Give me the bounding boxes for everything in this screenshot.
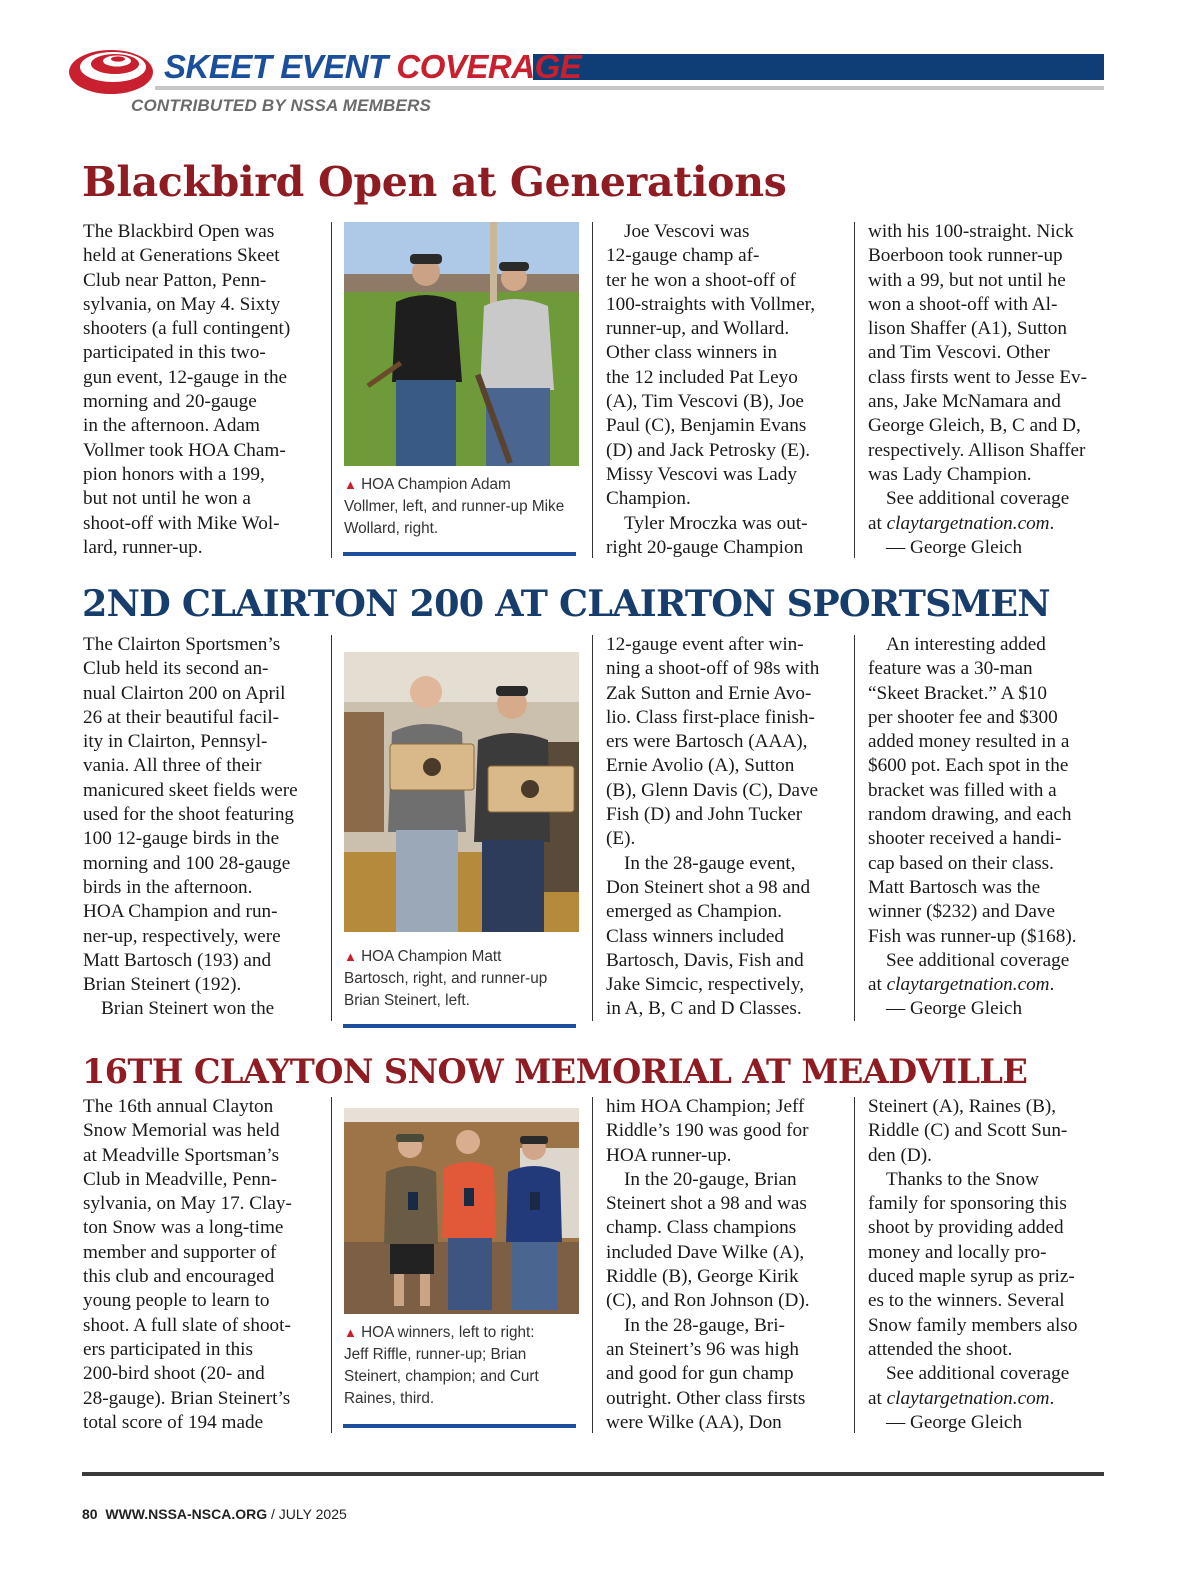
byline: — George Gleich — [886, 536, 1023, 558]
text-line: Missy Vescovi was Lady — [606, 463, 797, 485]
text-line: family for sponsoring this — [868, 1193, 1067, 1215]
text-line: shooters (a full contingent) — [83, 318, 291, 340]
caption-triangle-icon: ▲ — [344, 1325, 357, 1340]
article-3-col3 — [606, 1095, 844, 1435]
caption-line: ▲ HOA winners, left to right: — [344, 1324, 535, 1341]
text-line: participated in this two- — [83, 342, 266, 364]
text-line: See additional coverage — [886, 1363, 1070, 1385]
website-reference: claytargetnation.com — [886, 512, 1050, 534]
caption-underline — [343, 1424, 576, 1428]
text-line: young people to learn to — [83, 1290, 270, 1312]
text-line: George Gleich, B, C and D, — [868, 415, 1081, 437]
section-subtitle: CONTRIBUTED BY NSSA MEMBERS — [131, 96, 432, 115]
text-line: ers were Bartosch (AAA), — [606, 731, 808, 753]
text-line: the 12 included Pat Leyo — [606, 366, 798, 388]
text-line: ner-up, respectively, were — [83, 925, 281, 947]
caption-line: ▲ HOA Champion Matt — [344, 948, 502, 965]
section-title-part1: SKEET EVENT — [164, 48, 388, 85]
text-line: Bartosch, Davis, Fish and — [606, 949, 804, 971]
text-line: An interesting added — [886, 634, 1046, 655]
text-line: in the afternoon. Adam — [83, 415, 260, 437]
text-line: pion honors with a 199, — [83, 463, 265, 485]
text-line: shooter received a handi- — [868, 828, 1062, 850]
text-line: See additional coverage — [886, 488, 1070, 510]
text-line: morning and 100 28-gauge — [83, 852, 291, 874]
text-line: Brian Steinert won the — [101, 998, 275, 1020]
text-line: duced maple syrup as priz- — [868, 1266, 1075, 1288]
text-line: money and locally pro- — [868, 1241, 1047, 1263]
column-divider — [592, 1097, 593, 1433]
text-line: ity in Clairton, Pennsyl- — [83, 731, 268, 753]
website-reference: claytargetnation.com — [886, 1387, 1050, 1409]
text-line: at claytargetnation.com. — [868, 512, 1055, 534]
article-2-caption — [344, 946, 580, 1012]
text-line: an Steinert’s 96 was high — [606, 1338, 799, 1360]
text-line: “Skeet Bracket.” A $10 — [868, 682, 1048, 704]
caption-line: Steinert, champion; and Curt — [344, 1368, 539, 1385]
header-bar — [533, 54, 1104, 80]
text-line: ning a shoot-off of 98s with — [606, 658, 820, 680]
text-line: Riddle (C) and Scott Sun- — [868, 1120, 1068, 1142]
text-line: Paul (C), Benjamin Evans — [606, 415, 807, 437]
text-line: 26 at their beautiful facil- — [83, 706, 280, 728]
text-line: Tyler Mroczka was out- — [624, 512, 808, 534]
text-line: member and supporter of — [83, 1241, 277, 1263]
caption-line: ▲ HOA Champion Adam — [344, 476, 511, 493]
article-3-col4 — [868, 1095, 1108, 1435]
text-line: Ernie Avolio (A), Sutton — [606, 755, 795, 777]
text-line: Matt Bartosch was the — [868, 876, 1041, 898]
caption-underline — [343, 1024, 576, 1028]
text-line: 100-straights with Vollmer, — [606, 293, 816, 315]
article-1-headline: Blackbird Open at Generations — [82, 158, 787, 206]
text-line: sylvania, on May 4. Sixty — [83, 293, 281, 315]
text-line: shoot by providing added — [868, 1217, 1064, 1239]
text-line: HOA runner-up. — [606, 1144, 732, 1166]
text-line: Zak Sutton and Ernie Avo- — [606, 682, 812, 704]
text-line: (E). — [606, 828, 636, 850]
text-line: Fish (D) and John Tucker — [606, 804, 803, 826]
text-line: Don Steinert shot a 98 and — [606, 876, 811, 898]
section-title-part2: COVERAGE — [396, 48, 582, 85]
text-line: In the 28-gauge, Bri- — [624, 1314, 785, 1336]
caption-line: Wollard, right. — [344, 520, 439, 537]
text-line: nual Clairton 200 on April — [83, 682, 286, 704]
text-line: champ. Class champions — [606, 1217, 797, 1239]
header-rule — [155, 86, 1104, 90]
text-line: es to the winners. Several — [868, 1290, 1065, 1312]
caption-line: Bartosch, right, and runner-up — [344, 970, 548, 987]
nssa-logo-icon — [66, 40, 156, 102]
text-line: outright. Other class firsts — [606, 1387, 806, 1409]
caption-triangle-icon: ▲ — [344, 477, 357, 492]
text-line: 28-gauge). Brian Steinert’s — [83, 1387, 291, 1409]
text-line: shoot-off with Mike Wol- — [83, 512, 280, 534]
text-line: ans, Jake McNamara and — [868, 391, 1061, 413]
text-line: In the 20-gauge, Brian — [624, 1168, 797, 1190]
text-line: Joe Vescovi was — [624, 221, 750, 242]
text-line: added money resulted in a — [868, 731, 1070, 753]
article-2-col1 — [83, 633, 323, 1022]
text-line: Jake Simcic, respectively, — [606, 974, 805, 996]
text-line: gun event, 12-gauge in the — [83, 366, 288, 388]
text-line: feature was a 30-man — [868, 658, 1033, 680]
text-line: lio. Class first-place finish- — [606, 706, 815, 728]
text-line: Riddle (B), George Kirik — [606, 1266, 799, 1288]
article-2-col3 — [606, 633, 844, 1022]
text-line: in A, B, C and D Classes. — [606, 998, 802, 1020]
text-line: The Clairton Sportsmen’s — [83, 634, 281, 655]
text-line: The 16th annual Clayton — [83, 1096, 274, 1117]
article-1-col4 — [868, 220, 1108, 560]
caption-line: Brian Steinert, left. — [344, 992, 470, 1009]
text-line: at claytargetnation.com. — [868, 974, 1055, 996]
text-line: and good for gun champ — [606, 1363, 794, 1385]
caption-line: Jeff Riffle, runner-up; Brian — [344, 1346, 527, 1363]
text-line: Club in Meadville, Penn- — [83, 1168, 277, 1190]
text-line: Thanks to the Snow — [886, 1168, 1039, 1190]
article-2-photo — [344, 652, 579, 932]
text-line: birds in the afternoon. — [83, 876, 253, 898]
article-3-photo — [344, 1108, 579, 1314]
text-line: Snow Memorial was held — [83, 1120, 280, 1142]
page-number: 80 — [82, 1506, 98, 1522]
text-line: bracket was filled with a — [868, 779, 1057, 801]
text-line: included Dave Wilke (A), — [606, 1241, 805, 1263]
caption-triangle-icon: ▲ — [344, 949, 357, 964]
column-divider — [331, 1097, 332, 1433]
text-line: with a 99, but not until he — [868, 269, 1066, 291]
text-line: per shooter fee and $300 — [868, 706, 1058, 728]
text-line: Boerboon took runner-up — [868, 245, 1063, 267]
text-line: Vollmer took HOA Cham- — [83, 439, 286, 461]
text-line: held at Generations Skeet — [83, 245, 280, 267]
text-line: ton Snow was a long-time — [83, 1217, 284, 1239]
text-line: (C), and Ron Johnson (D). — [606, 1290, 810, 1312]
text-line: See additional coverage — [886, 949, 1070, 971]
text-line: were Wilke (AA), Don — [606, 1411, 782, 1433]
article-1-col1 — [83, 220, 323, 560]
text-line: Brian Steinert (192). — [83, 974, 242, 996]
text-line: Other class winners in — [606, 342, 778, 364]
footer-date: JULY 2025 — [278, 1506, 347, 1522]
text-line: manicured skeet fields were — [83, 779, 298, 801]
text-line: but not until he won a — [83, 488, 251, 510]
text-line: shoot. A full slate of shoot- — [83, 1314, 291, 1336]
text-line: won a shoot-off with Al- — [868, 293, 1058, 315]
article-1-col3 — [606, 220, 844, 560]
text-line: den (D). — [868, 1144, 932, 1166]
text-line: used for the shoot featuring — [83, 804, 295, 826]
text-line: Matt Bartosch (193) and — [83, 949, 272, 971]
text-line: total score of 194 made — [83, 1411, 264, 1433]
caption-underline — [343, 552, 576, 556]
column-divider — [854, 1097, 855, 1433]
text-line: Champion. — [606, 488, 691, 510]
text-line: respectively. Allison Shaffer — [868, 439, 1086, 461]
text-line: sylvania, on May 17. Clay- — [83, 1193, 292, 1215]
text-line: and Tim Vescovi. Other — [868, 342, 1050, 364]
text-line: The Blackbird Open was — [83, 221, 275, 242]
text-line: Steinert shot a 98 and was — [606, 1193, 807, 1215]
text-line: Club near Patton, Penn- — [83, 269, 267, 291]
text-line: vania. All three of their — [83, 755, 262, 777]
text-line: 100 12-gauge birds in the — [83, 828, 280, 850]
text-line: $600 pot. Each spot in the — [868, 755, 1069, 777]
text-line: (D) and Jack Petrosky (E). — [606, 439, 811, 461]
text-line: random drawing, and each — [868, 804, 1072, 826]
text-line: 12-gauge champ af- — [606, 245, 760, 267]
column-divider — [592, 635, 593, 1021]
text-line: at Meadville Sportsman’s — [83, 1144, 280, 1166]
text-line: HOA Champion and run- — [83, 901, 278, 923]
article-1-caption — [344, 474, 580, 540]
byline: — George Gleich — [886, 1411, 1023, 1433]
text-line: right 20-gauge Champion — [606, 536, 804, 558]
column-divider — [592, 222, 593, 558]
footer-website[interactable]: WWW.NSSA-NSCA.ORG — [105, 1506, 268, 1522]
article-3-caption — [344, 1322, 580, 1410]
text-line: Steinert (A), Raines (B), — [868, 1096, 1057, 1117]
text-line: morning and 20-gauge — [83, 391, 257, 413]
footer-rule — [82, 1472, 1104, 1476]
text-line: Club held its second an- — [83, 658, 269, 680]
text-line: winner ($232) and Dave — [868, 901, 1056, 923]
article-3-col1 — [83, 1095, 323, 1435]
text-line: ter he won a shoot-off of — [606, 269, 796, 291]
article-3-headline: 16TH CLAYTON SNOW MEMORIAL AT MEADVILLE — [82, 1052, 1028, 1091]
column-divider — [331, 222, 332, 558]
footer: 80 WWW.NSSA-NSCA.ORG / JULY 2025 — [82, 1506, 347, 1522]
text-line: runner-up, and Wollard. — [606, 318, 790, 340]
column-divider — [854, 222, 855, 558]
text-line: Fish was runner-up ($168). — [868, 925, 1077, 947]
text-line: (A), Tim Vescovi (B), Joe — [606, 391, 804, 413]
column-divider — [331, 635, 332, 1021]
section-title — [164, 48, 581, 86]
column-divider — [854, 635, 855, 1021]
text-line: lison Shaffer (A1), Sutton — [868, 318, 1067, 340]
byline: — George Gleich — [886, 998, 1023, 1020]
caption-line: Raines, third. — [344, 1390, 435, 1407]
text-line: lard, runner-up. — [83, 536, 203, 558]
text-line: him HOA Champion; Jeff — [606, 1096, 805, 1117]
text-line: with his 100-straight. Nick — [868, 221, 1074, 242]
text-line: was Lady Champion. — [868, 463, 1032, 485]
text-line: 200-bird shoot (20- and — [83, 1363, 265, 1385]
text-line: this club and encouraged — [83, 1266, 275, 1288]
text-line: 12-gauge event after win- — [606, 634, 804, 655]
text-line: attended the shoot. — [868, 1338, 1013, 1360]
text-line: (B), Glenn Davis (C), Dave — [606, 779, 819, 801]
text-line: at claytargetnation.com. — [868, 1387, 1055, 1409]
text-line: Class winners included — [606, 925, 784, 947]
article-1-photo — [344, 222, 579, 466]
caption-line: Vollmer, left, and runner-up Mike — [344, 498, 565, 515]
text-line: ers participated in this — [83, 1338, 253, 1360]
text-line: In the 28-gauge event, — [624, 852, 796, 874]
article-2-col4 — [868, 633, 1108, 1022]
text-line: Snow family members also — [868, 1314, 1078, 1336]
text-line: class firsts went to Jesse Ev- — [868, 366, 1088, 388]
text-line: cap based on their class. — [868, 852, 1054, 874]
article-2-headline: 2ND CLAIRTON 200 AT CLAIRTON SPORTSMEN — [82, 582, 1050, 625]
text-line: Riddle’s 190 was good for — [606, 1120, 809, 1142]
website-reference: claytargetnation.com — [886, 974, 1050, 996]
text-line: emerged as Champion. — [606, 901, 783, 923]
